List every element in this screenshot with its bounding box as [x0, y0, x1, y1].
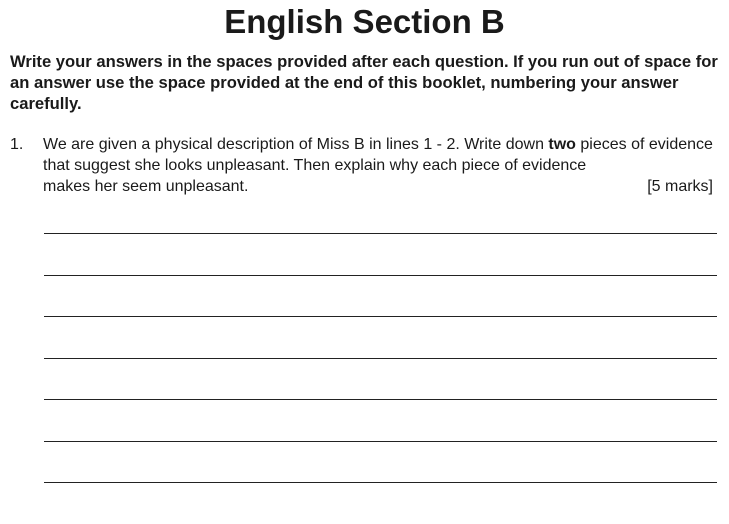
question-bold-word: two — [548, 136, 576, 153]
question-text-end: makes her seem unpleasant. — [43, 178, 249, 195]
answer-line[interactable] — [44, 233, 717, 234]
answer-line[interactable] — [44, 275, 717, 276]
question-text-start: We are given a physical description of Miss B in lines 1 - 2. Write down — [43, 136, 549, 153]
section-title: English Section B — [224, 3, 505, 40]
question-last-line — [43, 176, 716, 197]
answer-line[interactable] — [44, 316, 717, 317]
question-body — [43, 134, 716, 197]
question-text-rest: pieces of evidence that suggest she looks unpleasant. Then explain why each piece of evidence — [43, 136, 713, 174]
question-text — [43, 134, 716, 176]
answer-line[interactable] — [44, 482, 717, 483]
answer-line[interactable] — [44, 441, 717, 442]
question-number: 1. — [10, 136, 24, 153]
instructions: Write your answers in the spaces provided after each question. If you run out of space for an answer use the space provided at the end of this booklet, numbering your answer carefully. — [10, 52, 718, 113]
marks-label: [5 marks] — [647, 178, 713, 195]
answer-area[interactable] — [44, 233, 717, 524]
answer-line[interactable] — [44, 399, 717, 400]
answer-line[interactable] — [44, 358, 717, 359]
